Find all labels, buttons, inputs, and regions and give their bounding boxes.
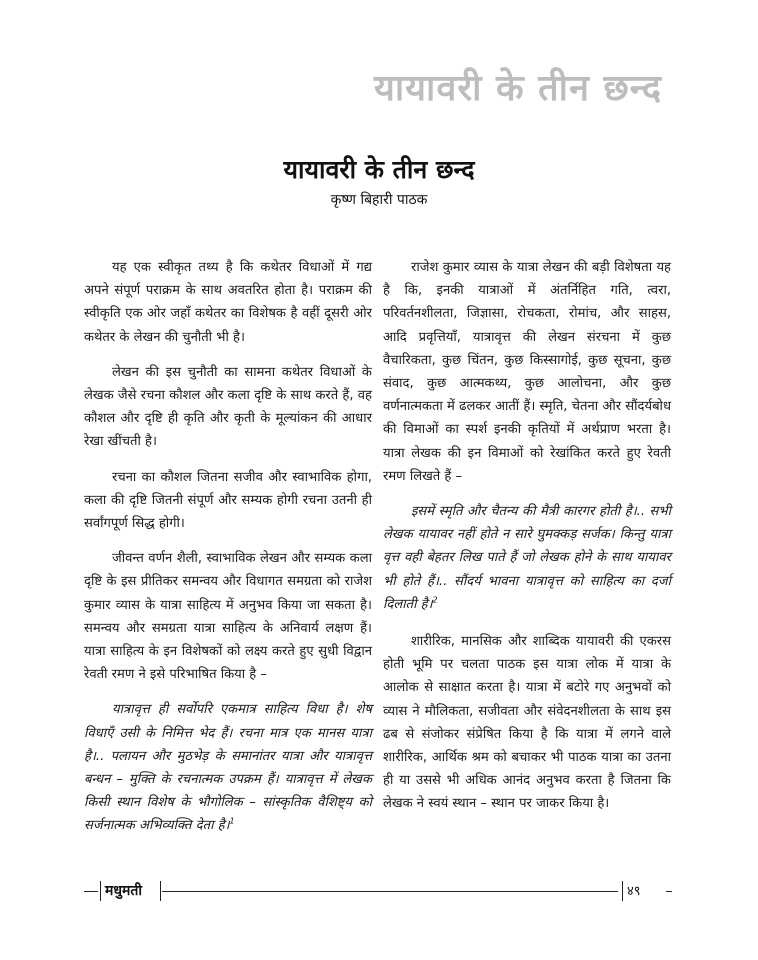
paragraph: जीवन्त वर्णन शैली, स्वाभाविक लेखन और सम्यक कला दृष्टि के इस प्रीतिकर समन्वय और विधागत समग्रता को राजेश कुमार व्यास के यात्रा साहित्य में अनुभव किया जा सकता है। समन्वय और समग्रता यात्रा साहित्य के अनिवार्य लक्षण हैं। यात्रा साहित्य के इन विशेषकों को लक्ष्य करते हुए सुधी विद्वान रेवती रमण ने इसे परिभाषित किया है – [84,551,372,683]
paragraph: राजेश कुमार व्यास के यात्रा लेखन की बड़ी विशेषता यह है कि, इनकी यात्राओं में अंतर्निहित गति, त्वरा, परिवर्तनशीलता, जिज्ञासा, रोचकता, रोमांच, और साहस, आदि प्रवृत्तियाँ, यात्रावृत्त की लेखन संरचना में कुछ वैचारिकता, कुछ चिंतन, कुछ किस्सागोई, कुछ सूचना, कुछ संवाद, कुछ आत्मकथ्य, कुछ आलोचना, और कुछ वर्णनात्मकता में ढलकर आतीं हैं। स्मृति, चेतना और सौंदर्यबोध की विमाओं का स्पर्श इनकी कृतियों में अर्थप्राण भरता है। यात्रा लेखक की इन विमाओं को रेखांकित करते हुए रेवती रमण लिखते हैं – [383,260,671,484]
paragraph: यह एक स्वीकृत तथ्य है कि कथेतर विधाओं में गद्य अपने संपूर्ण पराक्रम के साथ अवतरित होता है। पराक्रम की स्वीकृति एक ओर जहाँ कथेतर का विशेषक है वहीं दूसरी ओर कथेतर के लेखन की चुनौती भी है। [84,260,372,345]
page-footer [84,878,672,908]
right-column [383,256,671,828]
footer-divider [160,881,161,901]
block-quote [383,500,671,616]
running-head: यायावरी के तीन छन्द [373,68,662,109]
magazine-name: मधुमती [105,883,142,899]
footer-rule [666,891,672,892]
author-name: कृष्ण बिहारी पाठक [330,192,428,208]
quote-text: यात्रावृत्त ही सर्वोपरि एकमात्र साहित्य विधा है। शेष विधाएँ उसी के निमित्त भेद हैं। रचना मात्र एक मानस यात्रा है।.. पलायन और मुठभेड़ के समानांतर यात्रा और यात्रावृत्त बन्धन – मुक्ति के रचनात्मक उपक्रम हैं। यात्रावृत्त में लेखक किसी स्थान विशेष के भौगोलिक – सांस्कृतिक वैशिष्ट्य को सर्जनात्मक अभिव्यक्ति देता है। [84,702,372,834]
footer-divider [100,881,101,901]
quote-text: इसमें स्मृति और चैतन्य की मैत्री कारगर होती है।.. सभी लेखक यायावर नहीं होते न सारे घुमक्कड़ सर्जक। किन्तु यात्रा वृत्त वही बेहतर लिख पाते हैं जो लेखक होने के साथ यायावर भी होते हैं।.. सौंदर्य भावना यात्रावृत्त को साहित्य का दर्जा दिलाती है। [383,504,671,612]
page-number: ४९ [627,884,641,899]
block-quote [84,698,372,837]
footnote-ref: 1 [229,817,235,827]
paragraph: लेखन की इस चुनौती का सामना कथेतर विधाओं के लेखक जैसे रचना कौशल और कला दृष्टि के साथ करते हैं, वह कौशल और दृष्टि ही कृति और कृती के मूल्यांकन की आधार रेखा खींचती है। [84,364,372,450]
footer-rule [162,891,618,892]
paragraph: शारीरिक, मानसिक और शाब्दिक यायावरी की एकरस होती भूमि पर चलता पाठक इस यात्रा लोक में यात्रा के आलोक से साक्षात करता है। यात्रा में बटोरे गए अनुभवों को व्यास ने मौलिकता, सजीवता और संवेदनशीलता के साथ इस ढब से संजोकर संप्रेषित किया है कि यात्रा में लगने वाले शारीरिक, आर्थिक श्रम को बचाकर भी पाठक यात्रा का उतना ही या उससे भी अधिक आनंद अनुभव करता है जितना कि लेखक ने स्वयं स्थान – स्थान पर जाकर किया है। [383,634,671,812]
article-title: यायावरी के तीन छन्द [283,155,475,184]
paragraph: रचना का कौशल जितना सजीव और स्वाभाविक होगा, कला की दृष्टि जितनी संपूर्ण और सम्यक होगी रचना उतनी ही सर्वांगपूर्ण सिद्ध होगी। [84,469,372,532]
footer-divider [622,881,623,901]
left-column [84,256,372,850]
footnote-ref: 2 [432,595,438,605]
footer-rule [84,891,98,892]
